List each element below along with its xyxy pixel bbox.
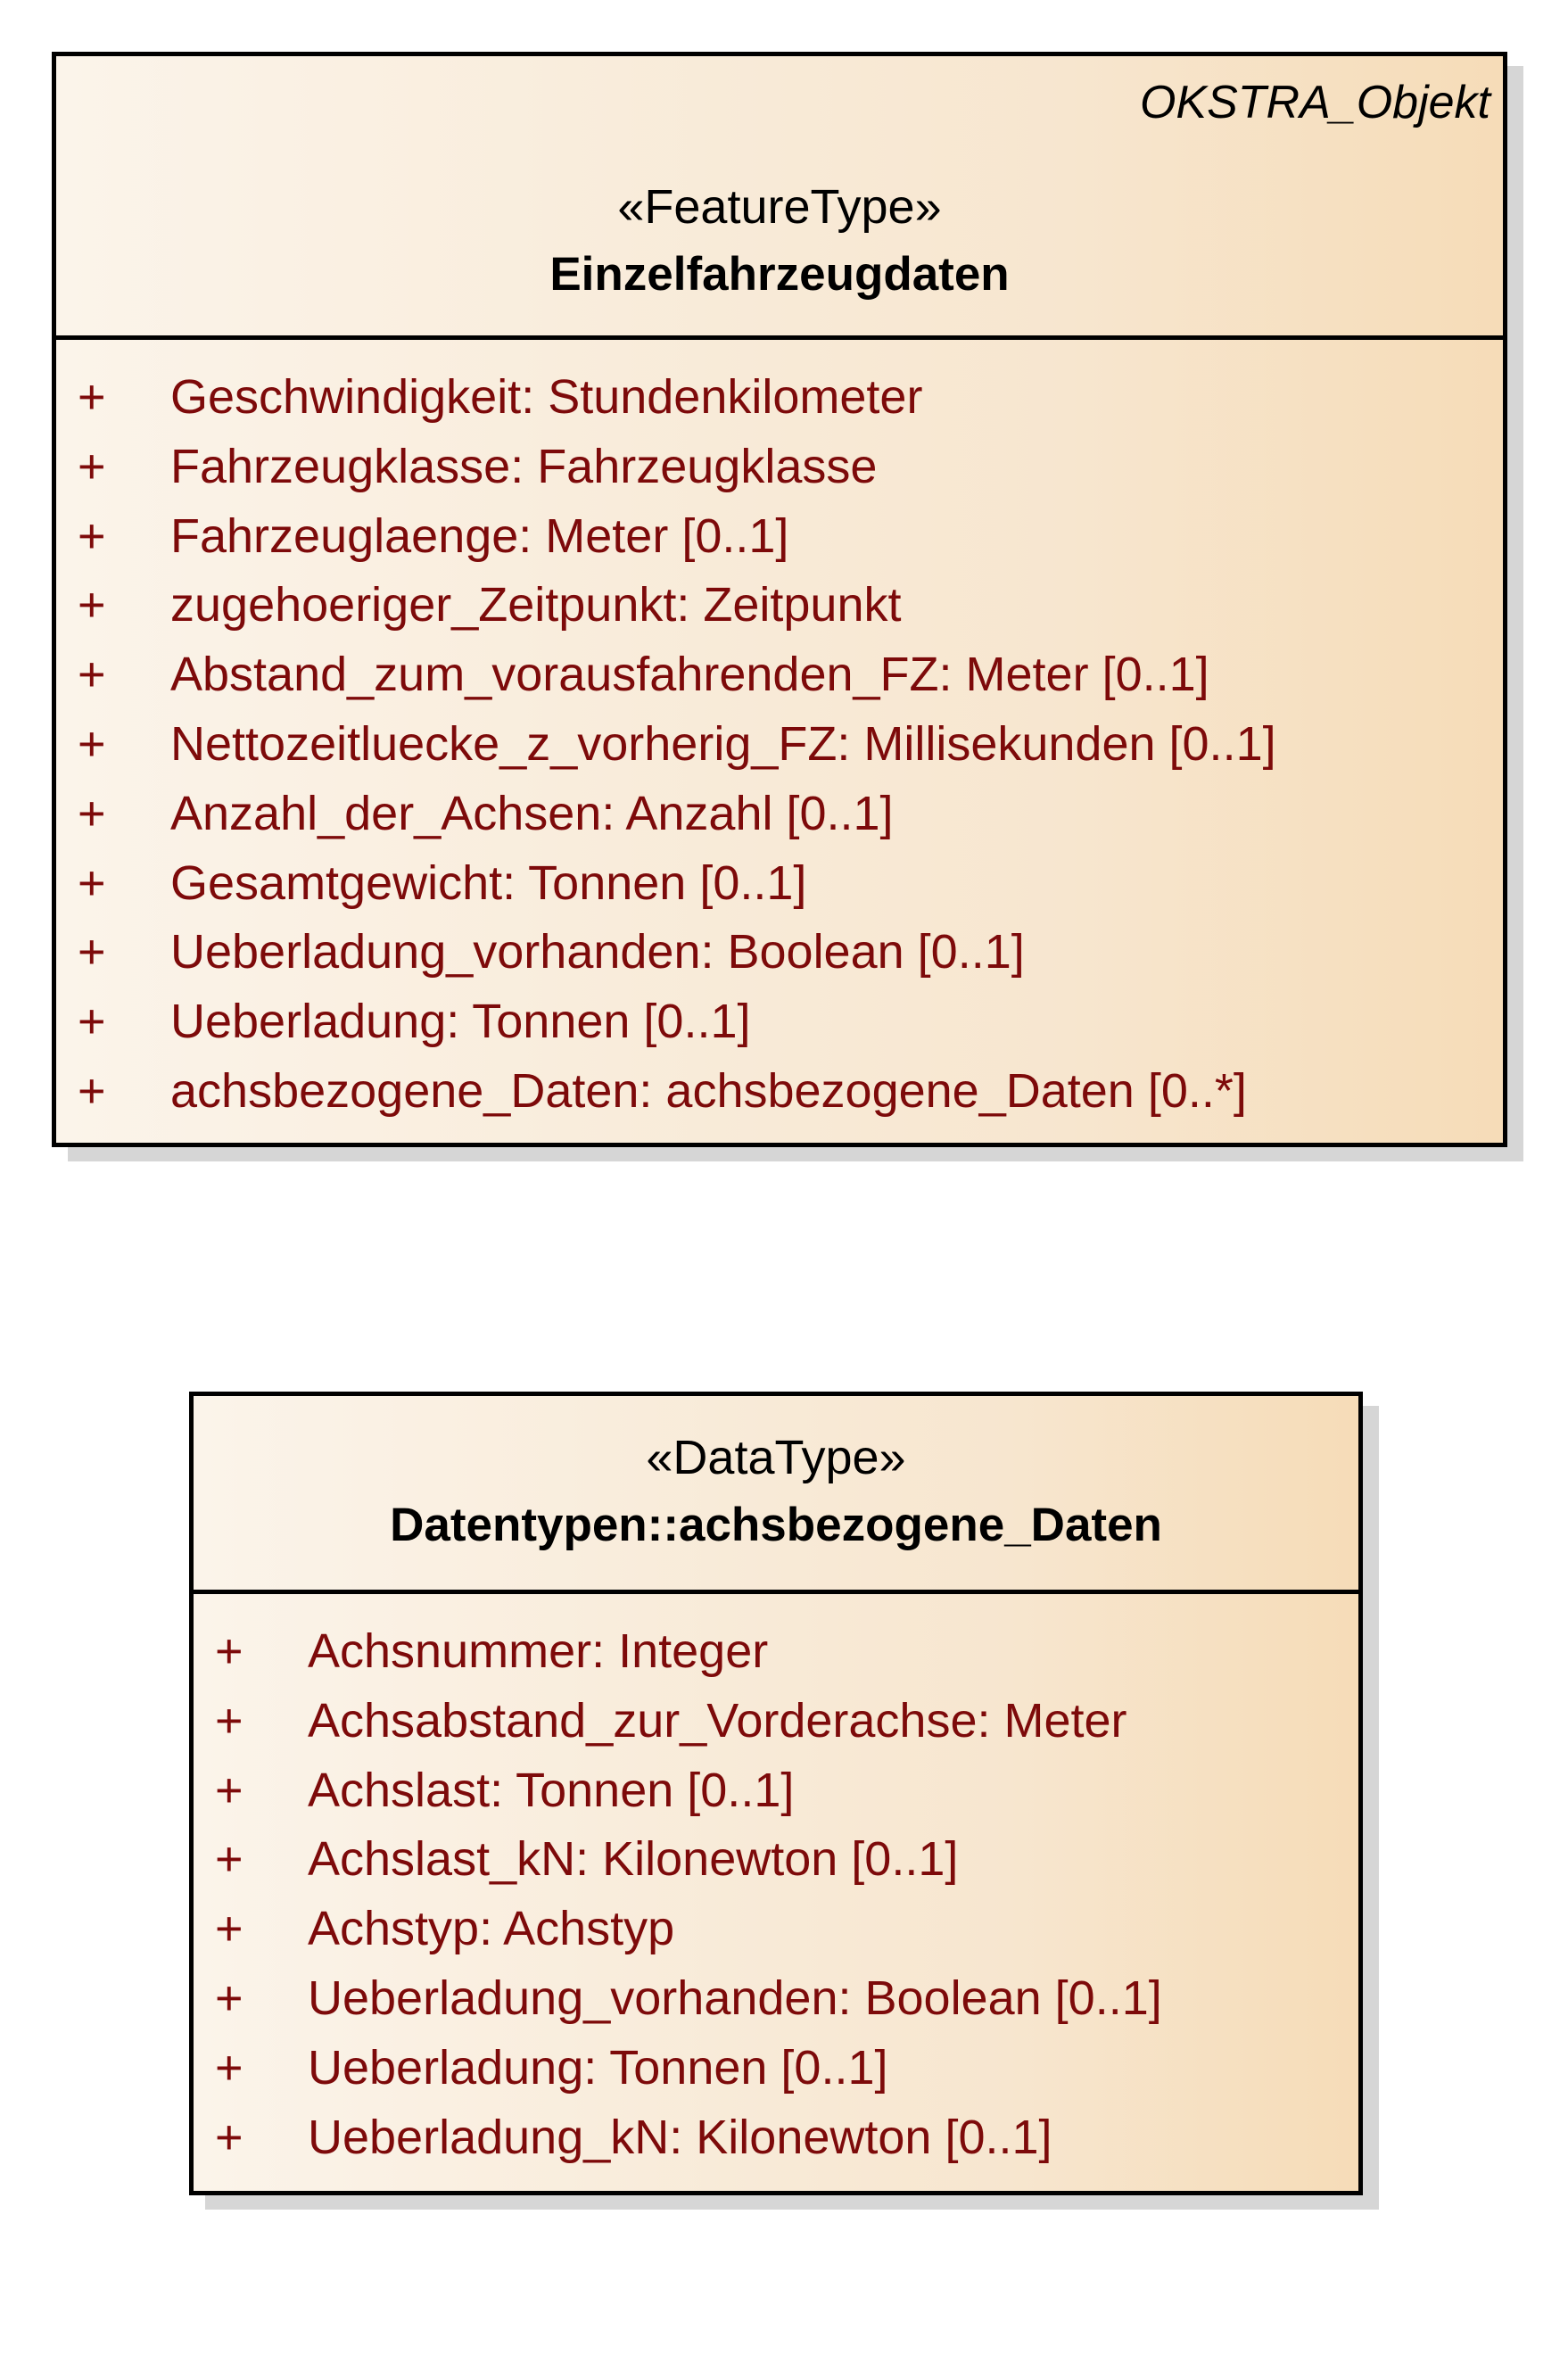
attribute-row[interactable] bbox=[194, 1756, 1358, 1826]
attribute-row[interactable] bbox=[56, 1057, 1503, 1127]
stereotype-label: «FeatureType» bbox=[617, 180, 942, 234]
visibility-marker: + bbox=[215, 1624, 243, 1678]
visibility-marker: + bbox=[215, 2110, 243, 2164]
attribute-row[interactable] bbox=[56, 918, 1503, 987]
attribute-text: Ueberladung_vorhanden: Boolean [0..1] bbox=[170, 925, 1025, 979]
attribute-text: Achslast_kN: Kilonewton [0..1] bbox=[308, 1832, 959, 1887]
visibility-marker: + bbox=[78, 648, 106, 702]
visibility-marker: + bbox=[78, 439, 106, 493]
attribute-text: Achstyp: Achstyp bbox=[308, 1902, 675, 1956]
visibility-marker: + bbox=[78, 855, 106, 910]
attribute-text: Ueberladung: Tonnen [0..1] bbox=[308, 2040, 888, 2095]
class-name: Datentypen::achsbezogene_Daten bbox=[390, 1499, 1162, 1551]
attribute-text: Nettozeitluecke_z_vorherig_FZ: Millisekunden [0..1] bbox=[170, 716, 1276, 771]
stereotype-label: «DataType» bbox=[646, 1431, 906, 1484]
attribute-row[interactable] bbox=[194, 2103, 1358, 2173]
attribute-row[interactable] bbox=[194, 1825, 1358, 1895]
attribute-row[interactable] bbox=[56, 780, 1503, 849]
attribute-text: achsbezogene_Daten: achsbezogene_Daten [0..*] bbox=[170, 1063, 1247, 1118]
attribute-row[interactable] bbox=[194, 1964, 1358, 2034]
attribute-row[interactable] bbox=[194, 1687, 1358, 1756]
attribute-text: Gesamtgewicht: Tonnen [0..1] bbox=[170, 855, 807, 910]
attribute-text: zugehoeriger_Zeitpunkt: Zeitpunkt bbox=[170, 578, 902, 632]
visibility-marker: + bbox=[215, 1832, 243, 1887]
attribute-text: Fahrzeuglaenge: Meter [0..1] bbox=[170, 508, 789, 563]
attribute-text: Ueberladung_kN: Kilonewton [0..1] bbox=[308, 2110, 1052, 2164]
uml-class-achsbezogene-daten[interactable] bbox=[189, 1392, 1363, 2195]
visibility-marker: + bbox=[78, 508, 106, 563]
attribute-row[interactable] bbox=[194, 1895, 1358, 1964]
attribute-text: Achsnummer: Integer bbox=[308, 1624, 769, 1678]
attribute-row[interactable] bbox=[56, 363, 1503, 433]
visibility-marker: + bbox=[78, 370, 106, 424]
attribute-row[interactable] bbox=[56, 987, 1503, 1057]
attribute-text: Anzahl_der_Achsen: Anzahl [0..1] bbox=[170, 786, 894, 840]
class-header bbox=[56, 56, 1503, 340]
attribute-row[interactable] bbox=[194, 1617, 1358, 1687]
attribute-text: Ueberladung: Tonnen [0..1] bbox=[170, 995, 751, 1049]
attribute-compartment bbox=[56, 340, 1503, 1127]
attribute-text: Achslast: Tonnen [0..1] bbox=[308, 1763, 795, 1817]
attribute-compartment bbox=[194, 1594, 1358, 2172]
attribute-row[interactable] bbox=[56, 710, 1503, 780]
parent-class-label: OKSTRA_Objekt bbox=[1139, 77, 1490, 128]
visibility-marker: + bbox=[78, 995, 106, 1049]
visibility-marker: + bbox=[78, 786, 106, 840]
visibility-marker: + bbox=[215, 1693, 243, 1748]
attribute-row[interactable] bbox=[56, 571, 1503, 640]
attribute-text: Achsabstand_zur_Vorderachse: Meter bbox=[308, 1693, 1127, 1748]
attribute-row[interactable] bbox=[56, 502, 1503, 572]
visibility-marker: + bbox=[78, 1063, 106, 1118]
attribute-row[interactable] bbox=[56, 433, 1503, 502]
attribute-text: Ueberladung_vorhanden: Boolean [0..1] bbox=[308, 1971, 1162, 2025]
visibility-marker: + bbox=[78, 716, 106, 771]
class-header bbox=[194, 1396, 1358, 1594]
attribute-text: Geschwindigkeit: Stundenkilometer bbox=[170, 370, 923, 424]
attribute-text: Abstand_zum_vorausfahrenden_FZ: Meter [0..1] bbox=[170, 648, 1209, 702]
visibility-marker: + bbox=[215, 2040, 243, 2095]
attribute-row[interactable] bbox=[56, 849, 1503, 919]
uml-class-einzelfahrzeugdaten[interactable] bbox=[52, 52, 1507, 1147]
visibility-marker: + bbox=[78, 925, 106, 979]
visibility-marker: + bbox=[78, 578, 106, 632]
visibility-marker: + bbox=[215, 1971, 243, 2025]
visibility-marker: + bbox=[215, 1763, 243, 1817]
attribute-row[interactable] bbox=[56, 640, 1503, 710]
attribute-row[interactable] bbox=[194, 2034, 1358, 2103]
class-name: Einzelfahrzeugdaten bbox=[549, 248, 1010, 301]
visibility-marker: + bbox=[215, 1902, 243, 1956]
attribute-text: Fahrzeugklasse: Fahrzeugklasse bbox=[170, 439, 878, 493]
